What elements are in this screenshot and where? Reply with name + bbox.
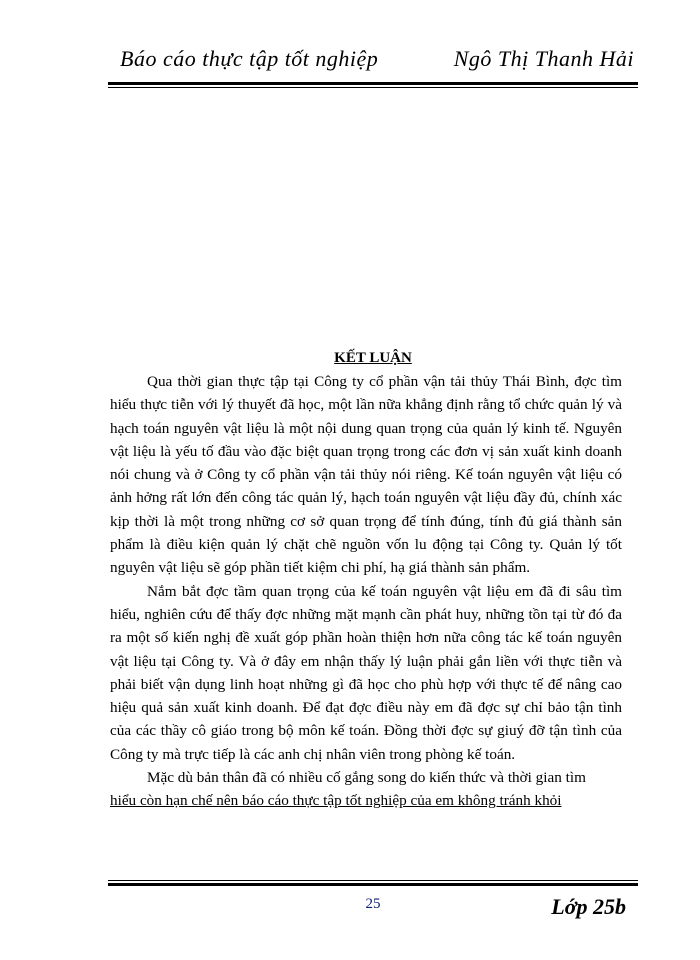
page-number: 25 bbox=[365, 896, 381, 912]
footer-rule-thin bbox=[108, 880, 638, 881]
footer-rule-thick bbox=[108, 883, 638, 886]
body-text bbox=[110, 370, 622, 813]
header-rule-thick bbox=[108, 82, 638, 85]
section-title: KẾT LUẬN bbox=[334, 350, 412, 366]
page-header bbox=[108, 40, 638, 80]
header-author-name: Ngô Thị Thanh Hải bbox=[453, 46, 634, 71]
class-label: Lớp 25b bbox=[551, 894, 626, 919]
paragraph-1: Qua thời gian thực tập tại Công ty cổ phần vận tải thủy Thái Bình, đợc tìm hiểu thực tiễn với lý thuyết đã học, một lần nữa khẳng định rằng tổ chức quản lý và hạch toán nguyên vật liệu là một nội dung quan trọng của quản lý kinh tế. Nguyên vật liệu là yếu tố đầu vào đặc biệt quan trọng trong các đơn vị sản xuất kinh doanh nói chung và ở Công ty cổ phần vận tải thủy nói riêng. Kế toán nguyên vật liệu có ảnh hởng rất lớn đến công tác quản lý, hạch toán nguyên vật liệu đầy đủ, chính xác kịp thời là một trong những cơ sở quan trọng để tính đúng, tính đủ giá thành sản phẩm là điều kiện quản lý chặt chẽ nguồn vốn lu động tại Công ty. Quản lý tốt nguyên vật liệu sẽ góp phần tiết kiệm chi phí, hạ giá thành sản phẩm. bbox=[110, 373, 622, 577]
paragraph-3: Mặc dù bản thân đã có nhiều cố gắng song do kiến thức và thời gian tìm bbox=[147, 769, 586, 787]
header-rule-thin bbox=[108, 87, 638, 88]
header-report-title: Báo cáo thực tập tốt nghiệp bbox=[120, 46, 379, 71]
paragraph-2: Nắm bắt đợc tầm quan trọng của kế toán nguyên vật liệu em đã đi sâu tìm hiểu, nghiên cứu để thấy đợc những mặt mạnh cần phát huy, những tồn tại từ đó đa ra một số kiến nghị đề xuất góp phần hoàn thiện hơn nữa công tác kế toán nguyên vật liệu tại Công ty. Và ở đây em nhận thấy lý luận phải gắn liền với thực tiễn và phải biết vận dụng linh hoạt những gì đã học cho phù hợp với thực tế để nâng cao hiệu quả sản xuất kinh doanh. Để đạt đợc điều này em đã đợc sự chỉ bảo tận tình của các thầy cô giáo trong bộ môn kế toán. Đồng thời đợc sự giuý đỡ tận tình của Công ty mà trực tiếp là các anh chị nhân viên trong phòng kế toán. bbox=[110, 582, 622, 763]
page-footer bbox=[108, 888, 638, 928]
paragraph-3-continuation: hiểu còn hạn chế nên báo cáo thực tập tốt nghiệp của em không tránh khỏi bbox=[110, 792, 562, 810]
